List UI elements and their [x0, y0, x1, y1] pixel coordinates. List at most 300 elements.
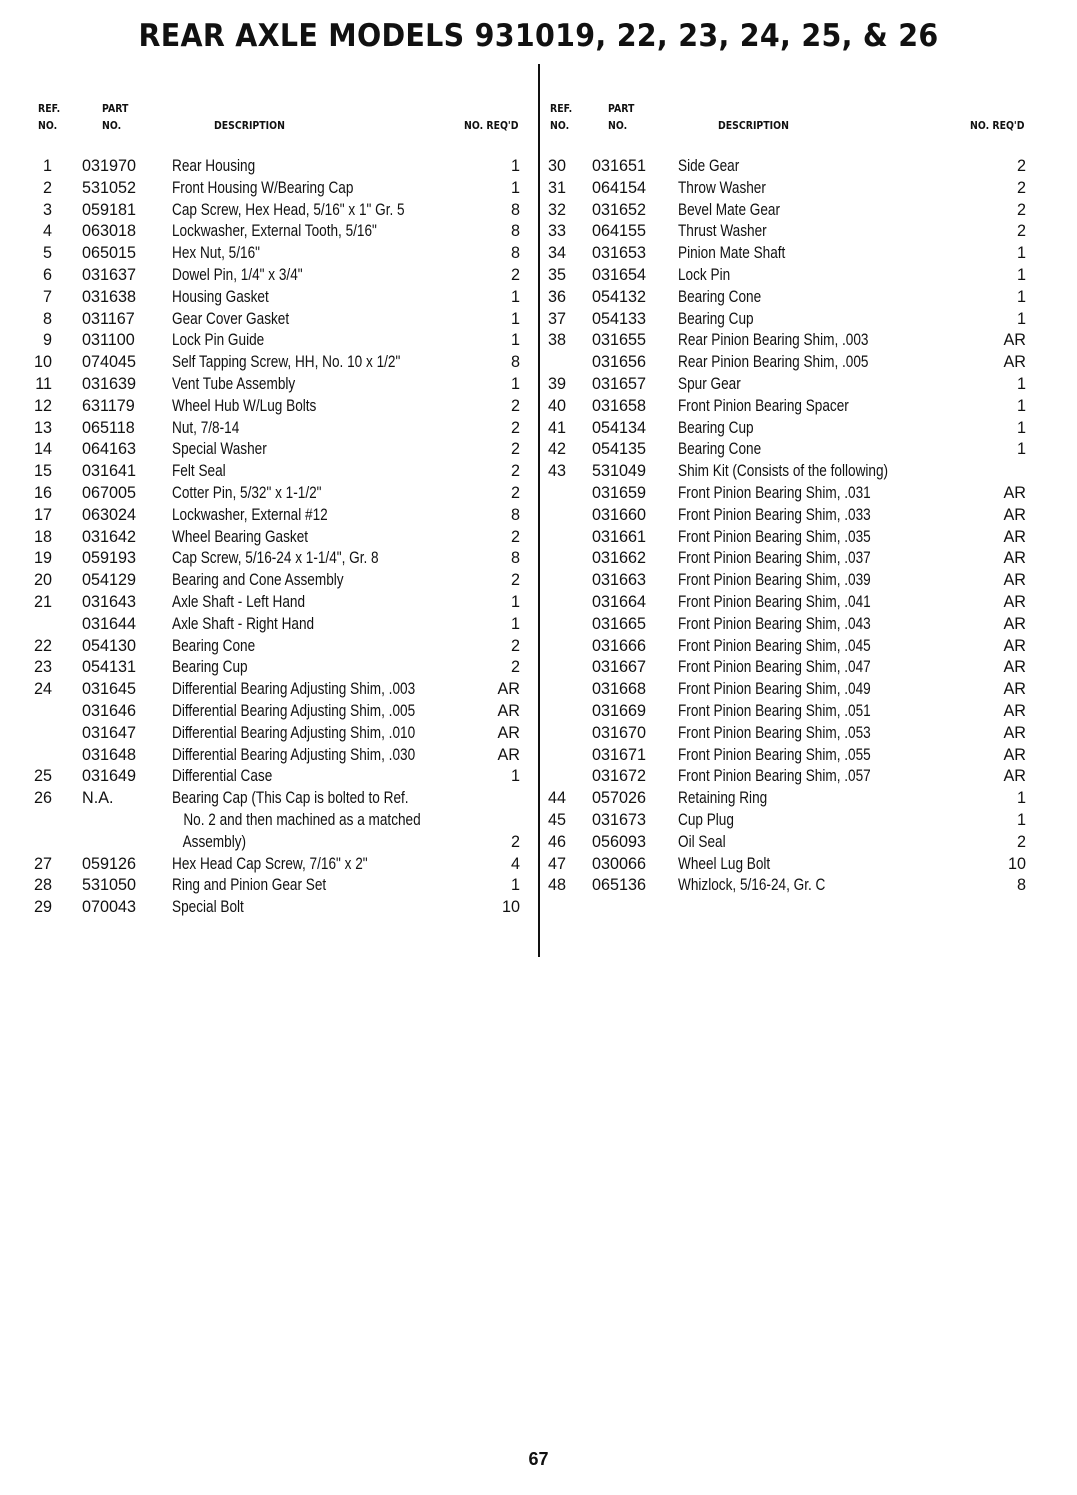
quantity-cell: AR	[1003, 636, 1026, 655]
ref-cell: 30	[548, 157, 567, 175]
quantity-cell: AR	[1003, 331, 1026, 350]
table-row	[33, 570, 530, 592]
part-number-cell: 031641	[82, 462, 137, 481]
ref-cell: 8	[42, 309, 52, 328]
table-row	[33, 461, 530, 483]
description-cell: Lockwasher, External Tooth, 5/16"	[172, 222, 377, 241]
description-cell: Front Pinion Bearing Spacer	[678, 396, 849, 415]
description-cell: Cap Screw, Hex Head, 5/16" x 1" Gr. 5	[172, 200, 405, 219]
table-row	[36, 810, 530, 832]
table-row	[36, 330, 530, 352]
ref-cell: 23	[33, 658, 52, 677]
header-part-line2: NO.	[102, 119, 122, 132]
table-row	[548, 461, 1030, 483]
table-row	[33, 548, 530, 570]
description-cell: No. 2 and then machined as a matched	[172, 810, 421, 829]
quantity-cell: AR	[1003, 505, 1026, 524]
table-row	[548, 614, 1030, 636]
table-row	[548, 832, 1030, 854]
ref-cell: 1	[42, 157, 52, 175]
description-cell: Differential Bearing Adjusting Shim, .005	[172, 701, 416, 720]
part-number-cell: 067005	[82, 483, 137, 502]
part-number-cell: 531052	[82, 178, 137, 197]
description-cell: Bearing Cone	[172, 636, 256, 655]
description-cell: Front Pinion Bearing Shim, .053	[678, 723, 871, 742]
description-cell: Self Tapping Screw, HH, No. 10 x 1/2"	[172, 353, 401, 372]
ref-cell: 22	[33, 636, 52, 655]
part-number-cell: 031644	[82, 614, 137, 633]
description-cell: Bearing Cup	[172, 658, 248, 677]
table-row	[548, 810, 1030, 832]
quantity-cell: AR	[1003, 549, 1026, 568]
quantity-cell: 2	[510, 462, 520, 481]
ref-cell: 16	[33, 483, 52, 502]
ref-cell: 42	[548, 440, 567, 459]
description-cell: Front Pinion Bearing Shim, .045	[678, 636, 871, 655]
part-number-cell: 054132	[592, 287, 647, 306]
quantity-cell: 2	[510, 832, 520, 851]
header-description: DESCRIPTION	[214, 119, 285, 132]
description-cell: Front Pinion Bearing Shim, .039	[678, 571, 871, 590]
ref-cell: 18	[33, 527, 52, 546]
part-number-cell: 031638	[82, 287, 137, 306]
quantity-cell: AR	[1003, 701, 1026, 720]
description-cell: Side Gear	[678, 157, 740, 175]
part-number-cell: 031663	[592, 571, 647, 590]
ref-cell: 21	[33, 592, 52, 611]
quantity-cell: AR	[1003, 614, 1026, 633]
ref-cell: 9	[42, 331, 52, 350]
quantity-cell: 2	[510, 396, 520, 415]
ref-cell: 48	[548, 876, 567, 895]
table-row	[36, 701, 530, 723]
quantity-cell: 8	[510, 505, 520, 524]
table-row	[33, 527, 530, 549]
part-number-cell: 031667	[592, 658, 647, 677]
description-cell: Whizlock, 5/16-24, Gr. C	[678, 876, 826, 895]
part-number-cell: 031662	[592, 549, 647, 568]
table-row	[33, 766, 530, 788]
header-ref-line2: NO.	[550, 119, 570, 132]
header-part-line1: PART	[102, 102, 129, 115]
description-cell: Front Pinion Bearing Shim, .037	[678, 549, 871, 568]
table-row	[548, 766, 1030, 788]
table-row	[33, 505, 530, 527]
part-number-cell: 031672	[592, 767, 647, 786]
table-row	[548, 287, 1030, 309]
quantity-cell: AR	[1003, 592, 1026, 611]
quantity-cell: 2	[510, 636, 520, 655]
description-cell: Rear Pinion Bearing Shim, .005	[678, 353, 869, 372]
description-cell: Bearing Cup	[678, 309, 754, 328]
description-cell: Assembly)	[172, 832, 247, 851]
part-number-cell: 031670	[592, 723, 647, 742]
description-cell: Front Pinion Bearing Shim, .049	[678, 680, 871, 699]
quantity-cell: 2	[1016, 200, 1026, 219]
part-number-cell: 031648	[82, 745, 137, 764]
part-number-cell: 031651	[592, 157, 647, 175]
description-cell: Front Pinion Bearing Shim, .047	[678, 658, 871, 677]
description-cell: Front Pinion Bearing Shim, .051	[678, 701, 871, 720]
table-row	[548, 875, 1030, 897]
ref-cell: 4	[42, 222, 52, 241]
table-row	[548, 243, 1030, 265]
description-cell: Lock Pin	[678, 265, 731, 284]
quantity-cell: 2	[1016, 157, 1026, 175]
part-number-cell: 031100	[82, 331, 135, 350]
quantity-cell: 8	[510, 244, 520, 263]
part-number-cell: 031637	[82, 265, 137, 284]
quantity-cell: AR	[1003, 767, 1026, 786]
description-cell: Spur Gear	[678, 374, 741, 393]
description-cell: Ring and Pinion Gear Set	[172, 876, 327, 895]
table-header-left	[36, 98, 530, 138]
table-row	[548, 679, 1030, 701]
part-number-cell: 065118	[82, 418, 135, 437]
ref-cell: 44	[548, 789, 567, 808]
description-cell: Oil Seal	[678, 832, 726, 851]
part-number-cell: 031652	[592, 200, 647, 219]
part-number-cell: 054130	[82, 636, 137, 655]
quantity-cell: 1	[1016, 396, 1026, 415]
table-header-right	[548, 98, 1030, 138]
ref-cell: 7	[42, 287, 52, 306]
part-number-cell: 031673	[592, 810, 647, 829]
header-ref-line1: REF.	[38, 102, 61, 115]
page-number: 67	[528, 1449, 549, 1469]
description-cell: Wheel Bearing Gasket	[172, 527, 309, 546]
part-number-cell: 063018	[82, 222, 137, 241]
quantity-cell: 2	[510, 527, 520, 546]
part-number-cell: 031659	[592, 483, 647, 502]
description-cell: Bevel Mate Gear	[678, 200, 781, 219]
quantity-cell: 2	[1016, 832, 1026, 851]
quantity-cell: 1	[1016, 244, 1026, 263]
quantity-cell: 1	[1016, 265, 1026, 284]
quantity-cell: 1	[1016, 440, 1026, 459]
ref-cell: 5	[42, 244, 52, 263]
part-number-cell: 031660	[592, 505, 647, 524]
table-row	[36, 243, 530, 265]
quantity-cell: 1	[510, 374, 520, 393]
part-number-cell: 054129	[82, 571, 137, 590]
ref-cell: 25	[33, 767, 52, 786]
description-cell: Differential Case	[172, 767, 273, 786]
description-cell: Thrust Washer	[678, 222, 767, 241]
part-number-cell: 031655	[592, 331, 647, 350]
quantity-cell: AR	[497, 701, 520, 720]
ref-cell: 31	[548, 178, 567, 197]
table-row	[548, 701, 1030, 723]
quantity-cell: 2	[510, 483, 520, 502]
part-number-cell: 031639	[82, 374, 137, 393]
description-cell: Gear Cover Gasket	[172, 309, 290, 328]
ref-cell: 45	[548, 810, 567, 829]
quantity-cell: 1	[510, 331, 520, 350]
description-cell: Bearing Cone	[678, 440, 762, 459]
part-number-cell: 054135	[592, 440, 647, 459]
ref-cell: 35	[548, 265, 567, 284]
description-cell: Front Housing W/Bearing Cap	[172, 178, 354, 197]
description-cell: Throw Washer	[678, 178, 766, 197]
table-row	[36, 156, 530, 178]
part-number-cell: 054131	[82, 658, 137, 677]
quantity-cell: AR	[1003, 353, 1026, 372]
page-title: REAR AXLE MODELS 931019, 22, 23, 24, 25, & 26	[138, 18, 939, 54]
table-row	[548, 483, 1030, 505]
quantity-cell: 4	[510, 854, 520, 873]
quantity-cell: 2	[1016, 222, 1026, 241]
description-cell: Shim Kit (Consists of the following)	[678, 462, 889, 481]
description-cell: Wheel Lug Bolt	[678, 854, 771, 873]
table-row	[33, 352, 530, 374]
ref-cell: 28	[33, 876, 52, 895]
quantity-cell: AR	[1003, 658, 1026, 677]
parts-table-left	[33, 98, 530, 917]
table-row	[548, 309, 1030, 331]
quantity-cell: AR	[1003, 680, 1026, 699]
part-number-cell: 031671	[592, 745, 647, 764]
quantity-cell: 1	[510, 309, 520, 328]
description-cell: Bearing and Cone Assembly	[172, 571, 344, 590]
ref-cell: 47	[548, 854, 567, 873]
part-number-cell: 531049	[592, 462, 647, 481]
ref-cell: 2	[42, 178, 52, 197]
table-row	[548, 156, 1030, 178]
table-row	[33, 636, 530, 658]
description-cell: Front Pinion Bearing Shim, .041	[678, 592, 871, 611]
ref-cell: 10	[33, 353, 52, 372]
ref-cell: 34	[548, 244, 567, 263]
header-qty: NO. REQ'D	[970, 119, 1025, 132]
ref-cell: 33	[548, 222, 567, 241]
table-row	[36, 745, 530, 767]
parts-table-right	[548, 98, 1030, 895]
quantity-cell: AR	[1003, 571, 1026, 590]
part-number-cell: 070043	[82, 898, 137, 917]
description-cell: Front Pinion Bearing Shim, .043	[678, 614, 871, 633]
description-cell: Rear Pinion Bearing Shim, .003	[678, 331, 869, 350]
description-cell: Nut, 7/8-14	[172, 418, 240, 437]
table-row	[36, 221, 530, 243]
header-description: DESCRIPTION	[718, 119, 789, 132]
quantity-cell: 8	[510, 200, 520, 219]
description-cell: Lockwasher, External #12	[172, 505, 328, 524]
description-cell: Rear Housing	[172, 157, 256, 175]
description-cell: Bearing Cap (This Cap is bolted to Ref.	[172, 789, 409, 808]
table-row	[548, 570, 1030, 592]
description-cell: Front Pinion Bearing Shim, .033	[678, 505, 871, 524]
quantity-cell: 2	[1016, 178, 1026, 197]
table-row	[548, 636, 1030, 658]
part-number-cell: 031643	[82, 592, 137, 611]
ref-cell: 6	[42, 265, 52, 284]
ref-cell: 36	[548, 287, 567, 306]
part-number-cell: 064154	[592, 178, 647, 197]
quantity-cell: 1	[510, 876, 520, 895]
quantity-cell: 8	[510, 222, 520, 241]
description-cell: Felt Seal	[172, 462, 226, 481]
ref-cell: 24	[33, 680, 52, 699]
table-row	[33, 657, 530, 679]
quantity-cell: 10	[501, 898, 520, 917]
part-number-cell: 031653	[592, 244, 647, 263]
ref-cell: 41	[548, 418, 567, 437]
ref-cell: 12	[33, 396, 52, 415]
description-cell: Dowel Pin, 1/4" x 3/4"	[172, 265, 303, 284]
description-cell: Axle Shaft - Left Hand	[172, 592, 306, 611]
ref-cell: 26	[33, 789, 52, 808]
part-number-cell: 054134	[592, 418, 647, 437]
table-row	[33, 483, 530, 505]
part-number-cell: 054133	[592, 309, 647, 328]
table-row	[36, 832, 530, 854]
description-cell: Cup Plug	[678, 810, 734, 829]
ref-cell: 27	[33, 854, 52, 873]
part-number-cell: 056093	[592, 832, 647, 851]
description-cell: Differential Bearing Adjusting Shim, .010	[172, 723, 416, 742]
ref-cell: 37	[548, 309, 567, 328]
table-row	[33, 396, 530, 418]
table-row	[548, 330, 1030, 352]
quantity-cell: 1	[510, 614, 520, 633]
column-divider	[538, 64, 540, 957]
quantity-cell: 2	[510, 418, 520, 437]
description-cell: Front Pinion Bearing Shim, .055	[678, 745, 871, 764]
part-number-cell: 031646	[82, 701, 137, 720]
ref-cell: 17	[33, 505, 52, 524]
description-cell: Vent Tube Assembly	[172, 374, 296, 393]
part-number-cell: 031642	[82, 527, 137, 546]
table-row	[33, 418, 530, 440]
part-number-cell: 031654	[592, 265, 647, 284]
table-row	[33, 679, 530, 701]
quantity-cell: 8	[510, 353, 520, 372]
quantity-cell: AR	[1003, 483, 1026, 502]
table-row	[548, 657, 1030, 679]
ref-cell: 32	[548, 200, 567, 219]
description-cell: Special Washer	[172, 440, 267, 459]
part-number-cell: 065015	[82, 244, 137, 263]
part-number-cell: 531050	[82, 876, 137, 895]
part-number-cell: 031645	[82, 680, 137, 699]
table-row	[36, 614, 530, 636]
quantity-cell: 2	[510, 571, 520, 590]
table-row	[548, 548, 1030, 570]
ref-cell: 39	[548, 374, 567, 393]
table-row	[33, 854, 530, 876]
description-cell: Lock Pin Guide	[172, 331, 265, 350]
table-row	[548, 592, 1030, 614]
description-cell: Cap Screw, 5/16-24 x 1-1/4", Gr. 8	[172, 549, 379, 568]
header-part-line2: NO.	[608, 119, 628, 132]
description-cell: Hex Head Cap Screw, 7/16" x 2"	[172, 854, 368, 873]
part-number-cell: 631179	[82, 396, 135, 415]
ref-cell: 3	[42, 200, 52, 219]
table-row	[548, 221, 1030, 243]
quantity-cell: AR	[497, 745, 520, 764]
quantity-cell: 1	[1016, 309, 1026, 328]
part-number-cell: 064155	[592, 222, 647, 241]
part-number-cell: 031970	[82, 157, 137, 175]
description-cell: Front Pinion Bearing Shim, .031	[678, 483, 871, 502]
part-number-cell: 031647	[82, 723, 137, 742]
part-number-cell: 059126	[82, 854, 137, 873]
header-ref-line2: NO.	[38, 119, 58, 132]
quantity-cell: 1	[1016, 374, 1026, 393]
description-cell: Hex Nut, 5/16"	[172, 244, 260, 263]
quantity-cell: 8	[1016, 876, 1026, 895]
rows-left	[33, 156, 530, 919]
description-cell: Wheel Hub W/Lug Bolts	[172, 396, 317, 415]
part-number-cell: 031668	[592, 680, 647, 699]
part-number-cell: 065136	[592, 876, 647, 895]
quantity-cell: 1	[510, 767, 520, 786]
description-cell: Axle Shaft - Right Hand	[172, 614, 315, 633]
part-number-cell: 059181	[82, 200, 137, 219]
quantity-cell: 2	[510, 658, 520, 677]
quantity-cell: 10	[1007, 854, 1026, 873]
table-row	[548, 178, 1030, 200]
ref-cell: 14	[33, 440, 52, 459]
description-cell: Front Pinion Bearing Shim, .035	[678, 527, 871, 546]
ref-cell: 15	[33, 462, 52, 481]
ref-cell: 19	[33, 549, 52, 568]
table-row	[548, 505, 1030, 527]
ref-cell: 20	[33, 571, 52, 590]
table-row	[33, 897, 530, 919]
table-row	[548, 527, 1030, 549]
table-row	[548, 439, 1030, 461]
description-cell: Pinion Mate Shaft	[678, 244, 786, 263]
description-cell: Bearing Cone	[678, 287, 762, 306]
ref-cell: 38	[548, 331, 567, 350]
ref-cell: 13	[33, 418, 52, 437]
quantity-cell: 1	[1016, 810, 1026, 829]
table-row	[548, 265, 1030, 287]
part-number-cell: 031666	[592, 636, 647, 655]
table-row	[33, 592, 530, 614]
ref-cell: 43	[548, 462, 567, 481]
quantity-cell: AR	[1003, 527, 1026, 546]
part-number-cell: 031167	[82, 309, 135, 328]
part-number-cell: 031656	[592, 353, 647, 372]
table-row	[36, 374, 530, 396]
table-row	[36, 309, 530, 331]
part-number-cell: 031669	[592, 701, 647, 720]
table-row	[548, 200, 1030, 222]
table-row	[36, 200, 530, 222]
part-number-cell: 031658	[592, 396, 647, 415]
rows-right	[548, 156, 1030, 897]
part-number-cell: 031661	[592, 527, 647, 546]
table-row	[33, 875, 530, 897]
ref-cell: 29	[33, 898, 52, 917]
table-row	[548, 374, 1030, 396]
quantity-cell: 2	[510, 440, 520, 459]
table-row	[548, 745, 1030, 767]
part-number-cell: 031665	[592, 614, 647, 633]
table-row	[548, 396, 1030, 418]
part-number-cell: 031649	[82, 767, 137, 786]
description-cell: Retaining Ring	[678, 789, 768, 808]
part-number-cell: 057026	[592, 789, 647, 808]
table-row	[548, 418, 1030, 440]
table-row	[548, 788, 1030, 810]
quantity-cell: AR	[1003, 723, 1026, 742]
description-cell: Cotter Pin, 5/32" x 1-1/2"	[172, 483, 322, 502]
table-row	[36, 265, 530, 287]
